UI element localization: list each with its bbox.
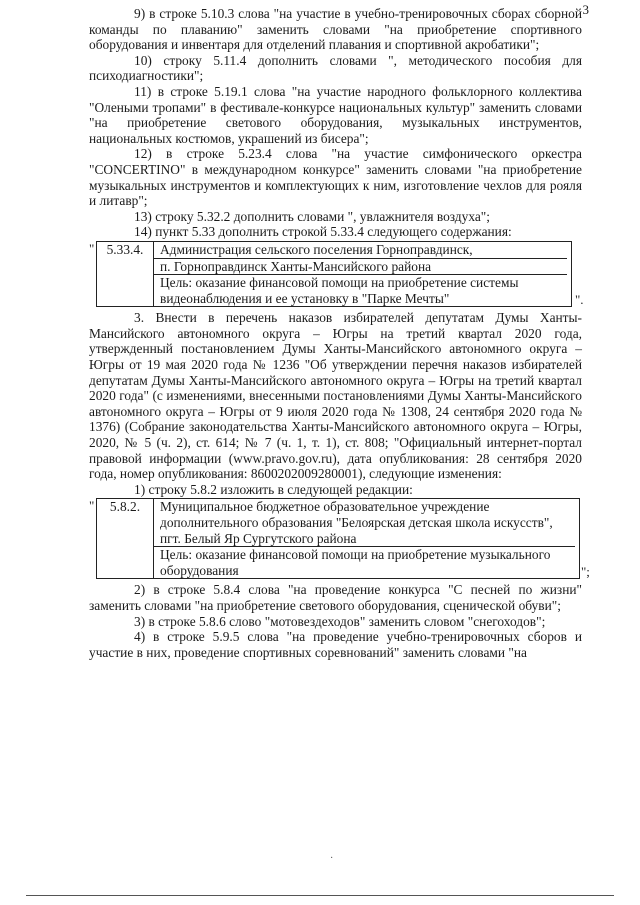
- section-3-item-3: 3) в строке 5.8.6 слово "мотовездеходов" заменить словом "снегоходов";: [134, 613, 546, 629]
- row-number-cell: 5.8.2.: [97, 499, 154, 579]
- row-number-cell: 5.33.4.: [97, 241, 154, 306]
- amendment-item-13: 13) строку 5.32.2 дополнить словами ", увлажнителя воздуха";: [134, 208, 490, 224]
- amendment-item-10: 10) строку 5.11.4 дополнить словами ", методического пособия для психодиагностики";: [89, 52, 582, 84]
- section-3-paragraph: 3. Внести в перечень наказов избирателей депутатам Думы Ханты-Мансийского автономного округа – Югры на третий квартал 2020 года, утвержденный постановлением Думы Ханты-Мансийского автономного округа – Югры от 19 мая 2020 года № 1236 "Об утверждении перечня наказов избирателей депутатам Думы Ханты-Мансийского автономного округа – Югры на третий квартал 2020 года" (с изменениями, внесенными постановлениями Думы Ханты-Мансийского автономного округа – Югры от 9 июля 2020 года № 1308, 24 сентября 2020 года № 1376) (Собрание законодательства Ханты-Мансийского автономного округа – Югры, 2020, № 5 (ч. 2), ст. 614; № 7 (ч. 1, т. 1), ст. 808; "Официальный интернет-портал правовой информации (www.pravo.gov.ru), дата опубликования: 28 сентября 2020 года, номер опубликования: 8600202009280001), следующие изменения:: [89, 310, 582, 482]
- table-open-quote: ": [89, 498, 95, 514]
- table-close-quote: ";: [581, 564, 590, 580]
- section-3-item-2: 2) в строке 5.8.4 слова "на проведение конкурса "С песней по жизни" заменить словами "на приобретение светового оборудования, сценической обуви";: [89, 582, 582, 613]
- document-body: [89, 6, 590, 660]
- amendment-item-9: 9) в строке 5.10.3 слова "на участие в учебно-тренировочных сборах сборной команды по плаванию" заменить словами "на приобретение спортивного оборудования и инвентаря для отделений плавания и спортивной акробатики";: [89, 6, 582, 53]
- row-line: Цель: оказание финансовой помощи на приобретение музыкального оборудования: [160, 547, 551, 578]
- footer-rule: [26, 895, 614, 896]
- row-line: п. Горноправдинск Ханты-Мансийского района: [154, 259, 567, 276]
- inserted-row-table-5-33-4: [89, 240, 584, 307]
- row-line: Муниципальное бюджетное образовательное учреждение дополнительного образования "Белоярская детская школа искусств", пгт. Белый Яр Сургутского района: [154, 499, 575, 547]
- row-content-cell: [154, 241, 572, 306]
- replacement-row-table-5-8-2: [89, 498, 590, 580]
- amendment-item-14: 14) пункт 5.33 дополнить строкой 5.33.4 следующего содержания:: [134, 224, 512, 240]
- table-open-quote: ": [89, 240, 95, 256]
- page-mark-dot: ·: [330, 853, 334, 864]
- table-close-quote: ".: [575, 291, 584, 307]
- amendment-item-11: 11) в строке 5.19.1 слова "на участие народного фольклорного коллектива "Олеными тропами" в фестивале-конкурсе национальных культур" заменить словами "на приобретение светового оборудования, музыкальных инструментов, национальных костюмов, украшений из бисера";: [89, 83, 582, 146]
- row-table: [96, 498, 580, 579]
- row-line: Администрация сельского поселения Горноправдинск,: [154, 242, 567, 259]
- page-number: 3: [582, 2, 589, 17]
- amendment-item-12: 12) в строке 5.23.4 слова "на участие симфонического оркестра "CONCERTINO" в международном конкурсе" заменить словами "на приобретение музыкальных инструментов и комплектующих к ним, изготовление чехлов для рояля и литавр";: [89, 146, 582, 209]
- row-table: [96, 241, 572, 307]
- section-3-item-1: 1) строку 5.8.2 изложить в следующей редакции:: [134, 481, 413, 497]
- row-content-cell: [154, 499, 580, 579]
- section-3-item-4: 4) в строке 5.9.5 слова "на проведение учебно-тренировочных сборов и участие в них, проведение спортивных соревнований" заменить словами "на: [89, 629, 582, 660]
- row-line: Цель: оказание финансовой помощи на приобретение системы видеонаблюдения и ее установку в "Парке Мечты": [160, 275, 519, 306]
